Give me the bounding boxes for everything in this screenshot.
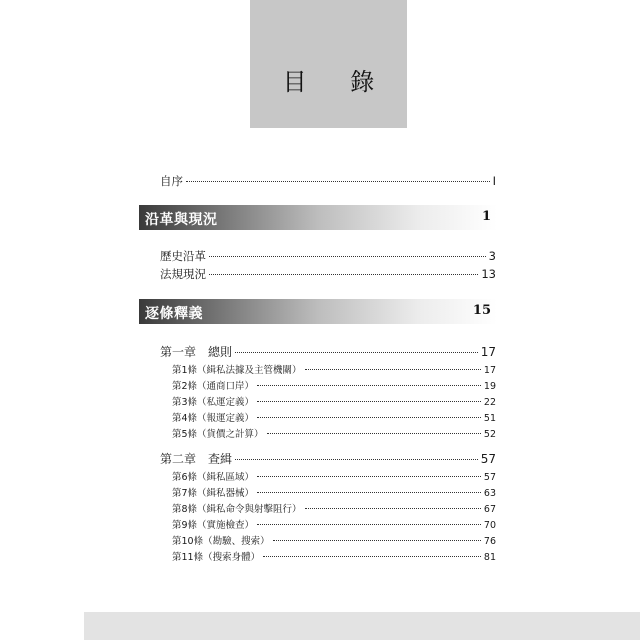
toc-entry-page: 76 — [483, 536, 496, 547]
toc-entry-page: 63 — [483, 488, 496, 499]
toc-article[interactable] — [172, 362, 496, 376]
leader-dots — [186, 181, 490, 182]
toc-article[interactable] — [172, 485, 496, 499]
toc-entry-page: 22 — [483, 397, 496, 408]
toc-article-label: 第4條（報運定義） — [172, 413, 255, 424]
leader-dots — [209, 274, 478, 275]
toc-entry-page: 81 — [483, 552, 496, 563]
toc-entry[interactable] — [160, 248, 496, 264]
toc-article-label: 第8條（緝私命令與射擊阻行） — [172, 504, 302, 515]
toc-article[interactable] — [172, 426, 496, 440]
toc-entry[interactable] — [160, 266, 496, 282]
toc-article-label: 第7條（緝私器械） — [172, 488, 255, 499]
toc-entry-page: 70 — [483, 520, 496, 531]
leader-dots — [267, 433, 481, 434]
toc-article-label: 第1條（緝私法據及主管機關） — [172, 365, 302, 376]
toc-chapter-label: 第二章 查緝 — [160, 452, 233, 466]
section-page: 1 — [481, 209, 491, 224]
toc-article-label: 第6條（緝私區域） — [172, 472, 255, 483]
toc-entry-page: 67 — [483, 504, 496, 515]
toc-article[interactable] — [172, 410, 496, 424]
toc-article[interactable] — [172, 517, 496, 531]
leader-dots — [305, 508, 481, 509]
toc-article-label: 第11條（搜索身體） — [172, 552, 261, 563]
section-header-articles[interactable] — [139, 299, 497, 324]
toc-article-label: 第5條（貨價之計算） — [172, 429, 264, 440]
toc-entry-page: 57 — [483, 472, 496, 483]
section-title: 沿革與現況 — [145, 212, 218, 228]
toc-article-label: 第3條（私運定義） — [172, 397, 255, 408]
section-page: 15 — [472, 303, 491, 318]
section-header-history[interactable] — [139, 205, 497, 230]
toc-entry-label: 法規現況 — [160, 267, 206, 281]
toc-article[interactable] — [172, 533, 496, 547]
toc-article[interactable] — [172, 501, 496, 515]
toc-article[interactable] — [172, 378, 496, 392]
toc-entry-page: I — [492, 174, 496, 188]
leader-dots — [257, 476, 481, 477]
toc-article-label: 第2條（通商口岸） — [172, 381, 255, 392]
toc-entry-preface[interactable] — [160, 173, 496, 189]
toc-entry-label: 自序 — [160, 174, 183, 188]
toc-entry-page: 3 — [488, 249, 496, 263]
toc-entry-page: 57 — [480, 452, 496, 466]
leader-dots — [263, 556, 481, 557]
bottom-band — [84, 612, 640, 640]
toc-article-label: 第10條（勘驗、搜索） — [172, 536, 270, 547]
toc-article[interactable] — [172, 549, 496, 563]
toc-article-label: 第9條（實施檢查） — [172, 520, 255, 531]
page-title: 目 錄 — [282, 68, 393, 96]
leader-dots — [273, 540, 481, 541]
toc-article[interactable] — [172, 469, 496, 483]
toc-entry-label: 歷史沿革 — [160, 249, 206, 263]
title-panel — [250, 0, 407, 128]
toc-entry-page: 19 — [483, 381, 496, 392]
toc-chapter-label: 第一章 總則 — [160, 345, 233, 359]
leader-dots — [257, 524, 481, 525]
toc-entry-page: 51 — [483, 413, 496, 424]
section-title: 逐條釋義 — [145, 306, 203, 322]
toc-entry-page: 13 — [481, 267, 496, 281]
toc-article[interactable] — [172, 394, 496, 408]
leader-dots — [235, 352, 478, 353]
leader-dots — [305, 369, 481, 370]
leader-dots — [257, 385, 481, 386]
toc-entry-page: 17 — [483, 365, 496, 376]
leader-dots — [257, 401, 481, 402]
leader-dots — [257, 417, 481, 418]
leader-dots — [257, 492, 481, 493]
toc-chapter[interactable] — [160, 450, 496, 467]
toc-chapter[interactable] — [160, 343, 496, 360]
leader-dots — [235, 459, 478, 460]
toc-entry-page: 52 — [483, 429, 496, 440]
toc-entry-page: 17 — [480, 345, 496, 359]
leader-dots — [209, 256, 486, 257]
